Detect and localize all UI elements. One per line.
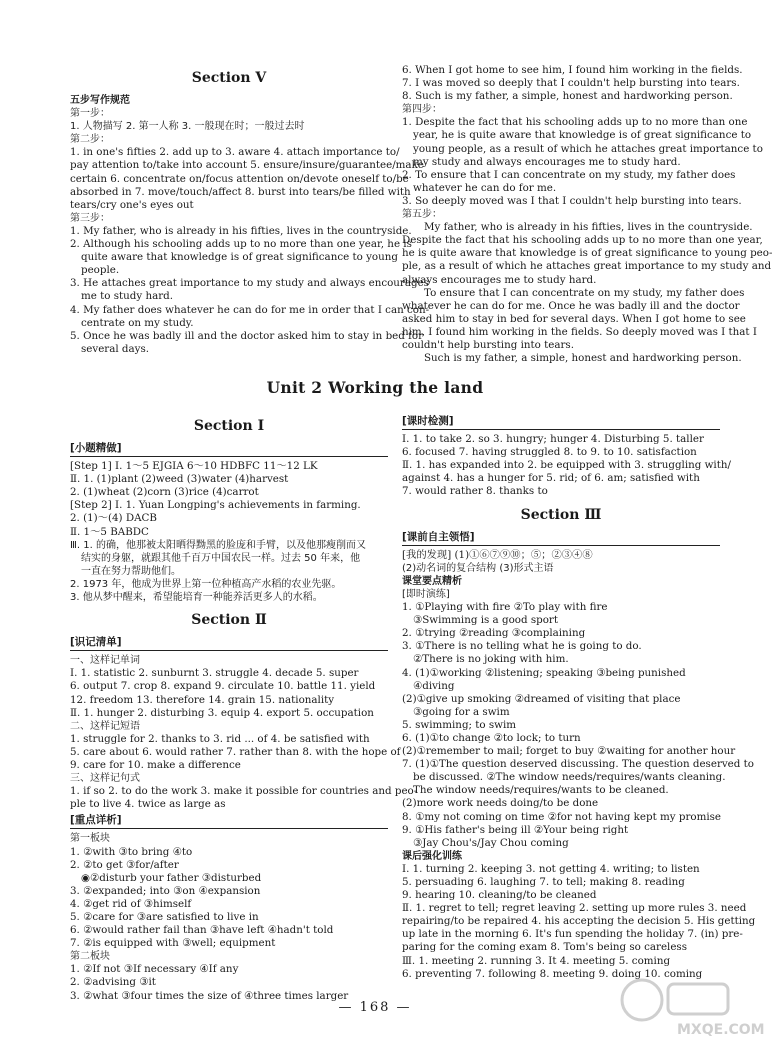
text-line: always encourages me to study hard.: [402, 273, 597, 286]
text-line: Ⅱ. 1. (1)plant (2)weed (3)water (4)harvest: [70, 473, 289, 486]
text-line: (2)more work needs doing/to be done: [402, 797, 599, 810]
text-line: 1. 人物描写 2. 第一人称 3. 一般现在时；一般过去时: [70, 121, 305, 133]
text-line: Such is my father, a simple, honest and hardworking person.: [424, 352, 742, 365]
watermark-logo-icon: [612, 972, 765, 1042]
text-line: 9. ①His father's being ill ②Your being right: [402, 823, 629, 836]
text-line: couldn't help bursting into tears.: [402, 338, 574, 351]
unit2-right-column: [402, 412, 756, 981]
text-line: 结实的身躯，就跟其他千百万中国农民一样。过去 50 年来，他: [81, 552, 361, 564]
text-line: him, I found him working in the fields. So deeply moved was I that I: [402, 325, 757, 338]
text-line: Ⅱ. 1. hunger 2. disturbing 3. equip 4. export 5. occupation: [70, 706, 374, 719]
text-line: 二、这样记短语: [70, 720, 140, 732]
text-line: 1. My father, who is already in his fifties, lives in the countryside.: [70, 224, 412, 237]
text-line: 5. Once he was badly ill and the doctor asked him to stay in bed for: [70, 329, 424, 342]
text-line: 7. ②is equipped with ③well; equipment: [70, 937, 276, 950]
text-line: [Step 2] Ⅰ. 1. Yuan Longping's achievements in farming.: [70, 499, 361, 512]
unit2-left-column: [70, 412, 418, 1003]
text-line: Ⅱ. 1～5 BABDC: [70, 525, 149, 538]
text-line: certain 6. concentrate on/focus attention on/devote oneself to/be: [70, 172, 409, 185]
text-line: (2)动名词的复合结构 (3)形式主语: [402, 562, 554, 574]
text-line: 课堂要点精析: [402, 575, 462, 587]
text-line: 7. would rather 8. thanks to: [402, 485, 548, 498]
text-line: ③Jay Chou's/Jay Chou coming: [413, 836, 569, 849]
text-line: ③going for a swim: [413, 705, 510, 718]
text-line: ③Swimming is a good sport: [413, 614, 558, 627]
box-heading: [课前自主领悟]: [402, 531, 720, 546]
text-block: [402, 64, 772, 365]
text-line: 9. hearing 10. cleaning/to be cleaned: [402, 889, 597, 902]
text-line: (2)①remember to mail; forget to buy ②waiting for another hour: [402, 745, 736, 758]
text-line: 1. ②with ③to bring ④to: [70, 845, 193, 858]
text-line: 7. I was moved so deeply that I couldn't help bursting into tears.: [402, 77, 740, 90]
text-block: [70, 832, 388, 1002]
box-heading: [小题精做]: [70, 442, 388, 457]
text-line: 2. To ensure that I can concentrate on my study, my father does: [402, 168, 736, 181]
text-line: ◉②disturb your father ③disturbed: [81, 871, 262, 884]
text-line: 第五步：: [402, 209, 442, 221]
text-line: 第一步：: [70, 108, 110, 120]
text-line: 3. So deeply moved was I that I couldn't help bursting into tears.: [402, 194, 742, 207]
text-line: [我的发现] (1)①⑥⑦⑨⑩；⑤；②③④⑧: [402, 548, 593, 561]
page-number: — 168 —: [338, 1000, 412, 1015]
text-line: 2. ②to get ③for/after: [70, 858, 179, 871]
text-line: My father, who is already in his fifties, lives in the countryside.: [424, 221, 753, 234]
text-line: 1. struggle for 2. thanks to 3. rid ... of 4. be satisfied with: [70, 732, 370, 745]
text-line: [Step 1] Ⅰ. 1～5 EJGIA 6～10 HDBFC 11～12 LK: [70, 460, 318, 473]
text-line: 1. Despite the fact that his schooling adds up to no more than one: [402, 116, 748, 129]
text-line: pay attention to/take into account 5. ensure/insure/guarantee/make: [70, 159, 424, 172]
text-line: Ⅲ. 1. 的确，他那被太阳晒得黝黑的脸庞和手臂，以及他那瘦削而又: [70, 539, 366, 551]
text-line: 5. swimming; to swim: [402, 718, 517, 731]
text-line: 3. ②what ③four times the size of ④three times larger: [70, 989, 349, 1002]
section-title: Section Ⅴ: [191, 70, 267, 86]
text-line: 5. care about 6. would rather 7. rather than 8. with the hope of: [70, 745, 401, 758]
text-line: Ⅲ. 1. meeting 2. running 3. It 4. meeting 5. coming: [402, 954, 671, 967]
text-line: 第一板块: [70, 833, 110, 845]
text-block: [402, 548, 756, 981]
text-line: 2. 1973 年，他成为世界上第一位种植高产水稻的农业先驱。: [70, 578, 342, 590]
text-line: 8. Such is my father, a simple, honest and hardworking person.: [402, 90, 733, 103]
text-line: up late in the morning 6. It's fun spending the holiday 7. (in) pre-: [402, 928, 743, 941]
text-line: ple to live 4. twice as large as: [70, 798, 226, 811]
text-line: 6. output 7. crop 8. expand 9. circulate 10. battle 11. yield: [70, 680, 376, 693]
text-line: people.: [81, 264, 120, 277]
text-line: 2. ①trying ②reading ③complaining: [402, 627, 586, 640]
text-block: [402, 433, 731, 498]
text-line: Ⅱ. 1. has expanded into 2. be equipped with 3. struggling with/: [402, 459, 731, 472]
text-line: 4. ②get rid of ③himself: [70, 897, 192, 910]
text-block: [70, 460, 388, 604]
text-line: asked him to stay in bed for several days. When I got home to see: [402, 312, 746, 325]
text-line: ple, as a result of which he attaches great importance to my study and: [402, 260, 772, 273]
section-title: Section Ⅱ: [191, 612, 267, 629]
text-line: Ⅱ. 1. regret to tell; regret leaving 2. setting up more rules 3. need: [402, 902, 747, 915]
text-line: absorbed in 7. move/touch/affect 8. burst into tears/be filled with: [70, 185, 411, 198]
text-line: 一、这样记单词: [70, 655, 140, 667]
box-heading: [重点详析]: [70, 814, 388, 829]
text-line: 4. My father does whatever he can do for me in order that I can con-: [70, 303, 430, 316]
text-line: ④diving: [413, 679, 455, 692]
text-line: 3. ①There is no telling what he is going to do.: [402, 640, 642, 653]
text-line: 1. ①Playing with fire ②To play with fire: [402, 601, 608, 614]
text-line: 第四步：: [402, 104, 442, 116]
box-heading: [课时检测]: [402, 415, 720, 430]
text-line: 课后强化训练: [402, 850, 462, 862]
section-title: Section Ⅰ: [193, 418, 265, 434]
text-line: 2. Although his schooling adds up to no more than one year, he is: [70, 238, 412, 251]
text-line: 3. He attaches great importance to my study and always encourages: [70, 277, 429, 290]
section-title: Section Ⅲ: [520, 506, 602, 523]
text-line: 三、这样记句式: [70, 773, 140, 785]
text-line: year, he is quite aware that knowledge is of great significance to: [413, 129, 752, 142]
text-line: Ⅰ. 1. to take 2. so 3. hungry; hunger 4. Disturbing 5. taller: [402, 433, 704, 446]
text-line: 3. ②expanded; into ③on ④expansion: [70, 884, 261, 897]
text-line: The window needs/requires/wants to be cleaned.: [413, 784, 669, 797]
text-line: my study and always encourages me to study hard.: [413, 155, 681, 168]
text-line: (2)①give up smoking ②dreamed of visiting that place: [402, 692, 681, 705]
text-line: several days.: [81, 342, 150, 355]
text-line: 1. in one's fifties 2. add up to 3. aware 4. attach importance to/: [70, 146, 400, 159]
text-line: 第三步：: [70, 212, 110, 224]
text-line: 7. (1)①The question deserved discussing. The question deserved to: [402, 758, 754, 771]
text-line: 2. (1)wheat (2)corn (3)rice (4)carrot: [70, 486, 259, 499]
text-line: 1. if so 2. to do the work 3. make it possible for countries and peo-: [70, 785, 418, 798]
text-line: 6. ②would rather fail than ③have left ④hadn't told: [70, 924, 334, 937]
text-line: 2. (1)～(4) DACB: [70, 512, 157, 525]
text-line: quite aware that knowledge is of great significance to young: [81, 251, 398, 264]
text-line: 5. persuading 6. laughing 7. to tell; making 8. reading: [402, 876, 685, 888]
text-line: centrate on my study.: [81, 316, 194, 329]
text-line: 6. focused 7. having struggled 8. to 9. to 10. satisfaction: [402, 446, 697, 459]
text-line: 6. (1)①to change ②to lock; to turn: [402, 731, 581, 744]
text-line: 5. ②care for ③are satisfied to live in: [70, 911, 259, 923]
text-line: repairing/to be repaired 4. his accepting the decision 5. His getting: [402, 915, 756, 928]
unit1-right-column: [402, 64, 772, 365]
text-line: be discussed. ②The window needs/requires/wants cleaning.: [413, 771, 726, 784]
text-line: 第二步：: [70, 134, 110, 146]
unit-title: Unit 2 Working the land: [266, 378, 484, 397]
text-line: paring for the coming exam 8. Tom's being so careless: [402, 941, 688, 954]
text-line: 2. ②advising ③it: [70, 976, 156, 989]
text-line: against 4. has a hunger for 5. rid; of 6. am; satisfied with: [402, 472, 700, 485]
text-line: 6. When I got home to see him, I found him working in the fields.: [402, 64, 743, 76]
text-line: 3. 他从梦中醒来，希望能培育一种能养活更多人的水稻。: [70, 592, 323, 604]
writing-steps-heading: 五步写作规范: [70, 95, 130, 106]
text-line: me to study hard.: [81, 290, 174, 303]
text-line: 1. ②If not ③If necessary ④If any: [70, 963, 239, 976]
text-line: 4. (1)①working ②listening; speaking ③being punished: [402, 666, 686, 679]
text-line: [即时演练]: [402, 588, 450, 600]
text-line: Ⅰ. 1. turning 2. keeping 3. not getting 4. writing; to listen: [402, 862, 700, 875]
text-line: 12. freedom 13. therefore 14. grain 15. nationality: [70, 693, 335, 706]
text-line: whatever he can do for me.: [413, 181, 557, 194]
text-line: 8. ①my not coming on time ②for not having kept my promise: [402, 810, 722, 823]
text-line: 一直在努力帮助他们。: [81, 565, 181, 577]
text-line: he is quite aware that knowledge is of great significance to young peo-: [402, 247, 772, 260]
text-line: tears/cry one's eyes out: [70, 198, 194, 211]
text-line: 第二板块: [70, 951, 110, 963]
text-line: 6. preventing 7. following 8. meeting 9. doing 10. coming: [402, 967, 703, 980]
text-line: Ⅰ. 1. statistic 2. sunburnt 3. struggle 4. decade 5. super: [70, 667, 359, 680]
text-line: ②There is no joking with him.: [413, 653, 569, 666]
text-line: To ensure that I can concentrate on my study, my father does: [424, 286, 745, 299]
text-line: young people, as a result of which he attaches great importance to: [413, 142, 763, 155]
text-block: [70, 654, 418, 811]
text-line: 9. care for 10. make a difference: [70, 758, 241, 771]
text-line: whatever he can do for me. Once he was badly ill and the doctor: [402, 299, 740, 312]
box-heading: [识记清单]: [70, 636, 388, 651]
svg-text:MXQE.COM: MXQE.COM: [677, 1022, 765, 1038]
text-line: Despite the fact that his schooling adds up to no more than one year,: [402, 234, 763, 247]
